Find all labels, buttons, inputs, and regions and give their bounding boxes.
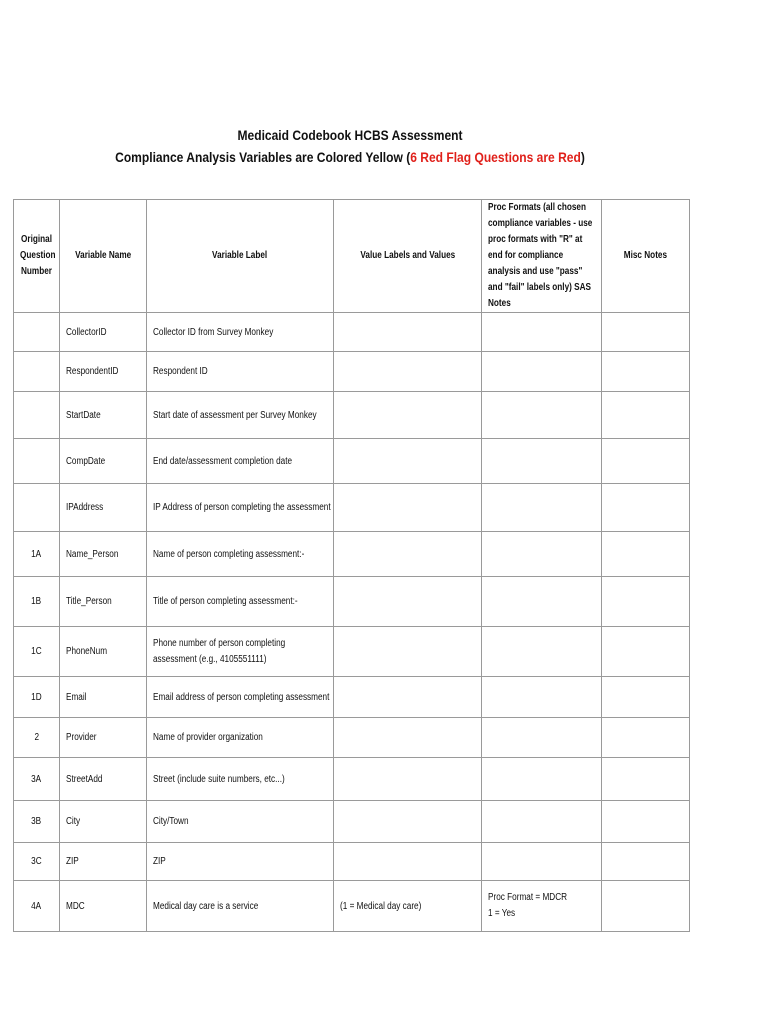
variable-label-cell: Name of person completing assessment:- — [147, 532, 334, 577]
value-labels-cell — [334, 313, 482, 352]
variable-label-cell: End date/assessment completion date — [147, 439, 334, 484]
table-row — [14, 577, 690, 627]
misc-notes-cell — [602, 801, 690, 843]
title-line-2 — [49, 146, 651, 168]
variable-label-cell: IP Address of person completing the assessment — [147, 484, 334, 532]
header-question-number: Original Question Number — [14, 200, 60, 313]
misc-notes-cell — [602, 439, 690, 484]
misc-notes-cell — [602, 484, 690, 532]
value-labels-cell — [334, 843, 482, 881]
variable-name-cell: RespondentID — [60, 352, 147, 392]
title-line-2-prefix: Compliance Analysis Variables are Colored Yellow ( — [115, 149, 411, 165]
proc-formats-cell — [482, 352, 602, 392]
variable-name-cell: IPAddress — [60, 484, 147, 532]
misc-notes-cell — [602, 718, 690, 758]
misc-notes-cell — [602, 627, 690, 677]
question-number-cell: 1C — [14, 627, 60, 677]
proc-format-line: Proc Format = MDCR — [488, 892, 568, 903]
variable-label-cell: Collector ID from Survey Monkey — [147, 313, 334, 352]
table-row — [14, 801, 690, 843]
proc-formats-cell — [482, 627, 602, 677]
header-proc-formats: Proc Formats (all chosen compliance variables - use proc formats with "R" at end for compliance analysis and use "pass" and "fail" labels only) SAS Notes — [482, 200, 602, 313]
table-row — [14, 627, 690, 677]
misc-notes-cell — [602, 843, 690, 881]
question-number-cell: 3C — [14, 843, 60, 881]
variable-label-cell: Phone number of person completing assessment (e.g., 4105551111) — [147, 627, 334, 677]
red-flag-note: 6 Red Flag Questions are Red — [410, 149, 581, 165]
variable-name-cell: ZIP — [60, 843, 147, 881]
value-labels-cell: (1 = Medical day care) — [334, 881, 482, 932]
table-row — [14, 352, 690, 392]
proc-formats-cell — [482, 758, 602, 801]
variable-label-cell: Title of person completing assessment:- — [147, 577, 334, 627]
value-labels-cell — [334, 392, 482, 439]
proc-formats-cell — [482, 677, 602, 718]
table-row — [14, 718, 690, 758]
value-labels-cell — [334, 677, 482, 718]
value-labels-cell — [334, 801, 482, 843]
header-variable-name: Variable Name — [60, 200, 147, 313]
table-row — [14, 439, 690, 484]
table-row — [14, 313, 690, 352]
header-misc-notes: Misc Notes — [602, 200, 690, 313]
header-row — [14, 200, 690, 313]
variable-label-cell: Street (include suite numbers, etc...) — [147, 758, 334, 801]
value-labels-cell — [334, 352, 482, 392]
question-number-cell: 1A — [14, 532, 60, 577]
table-row — [14, 392, 690, 439]
table-row — [14, 758, 690, 801]
table-row — [14, 677, 690, 718]
header-variable-label: Variable Label — [147, 200, 334, 313]
variable-label-cell: Respondent ID — [147, 352, 334, 392]
misc-notes-cell — [602, 758, 690, 801]
proc-formats-cell — [482, 881, 602, 932]
value-labels-cell — [334, 627, 482, 677]
variable-name-cell: PhoneNum — [60, 627, 147, 677]
variable-name-cell: Provider — [60, 718, 147, 758]
table-row — [14, 843, 690, 881]
value-labels-cell — [334, 758, 482, 801]
misc-notes-cell — [602, 352, 690, 392]
variable-label-cell: City/Town — [147, 801, 334, 843]
variable-name-cell: StartDate — [60, 392, 147, 439]
table-row — [14, 484, 690, 532]
question-number-cell — [14, 439, 60, 484]
question-number-cell — [14, 313, 60, 352]
question-number-cell: 2 — [14, 718, 60, 758]
variable-name-cell: Email — [60, 677, 147, 718]
title-line-1: Medicaid Codebook HCBS Assessment — [237, 127, 463, 143]
misc-notes-cell — [602, 532, 690, 577]
value-labels-cell — [334, 577, 482, 627]
variable-name-cell: CompDate — [60, 439, 147, 484]
proc-formats-cell — [482, 577, 602, 627]
question-number-cell: 1B — [14, 577, 60, 627]
misc-notes-cell — [602, 881, 690, 932]
value-labels-cell — [334, 718, 482, 758]
question-number-cell: 4A — [14, 881, 60, 932]
question-number-cell: 3B — [14, 801, 60, 843]
document-title — [49, 124, 651, 168]
question-number-cell — [14, 392, 60, 439]
variable-name-cell: City — [60, 801, 147, 843]
proc-formats-cell — [482, 439, 602, 484]
misc-notes-cell — [602, 677, 690, 718]
misc-notes-cell — [602, 577, 690, 627]
variable-name-cell: CollectorID — [60, 313, 147, 352]
proc-formats-cell — [482, 532, 602, 577]
proc-formats-cell — [482, 801, 602, 843]
variable-label-cell: Name of provider organization — [147, 718, 334, 758]
value-labels-cell — [334, 532, 482, 577]
variable-name-cell: MDC — [60, 881, 147, 932]
value-labels-cell — [334, 439, 482, 484]
proc-formats-cell — [482, 313, 602, 352]
header-value-labels: Value Labels and Values — [334, 200, 482, 313]
proc-formats-cell — [482, 484, 602, 532]
question-number-cell: 3A — [14, 758, 60, 801]
variable-label-cell: Start date of assessment per Survey Monkey — [147, 392, 334, 439]
question-number-cell — [14, 484, 60, 532]
table-row — [14, 532, 690, 577]
question-number-cell: 1D — [14, 677, 60, 718]
value-labels-cell — [334, 484, 482, 532]
misc-notes-cell — [602, 392, 690, 439]
table-row — [14, 881, 690, 932]
misc-notes-cell — [602, 313, 690, 352]
codebook-table — [13, 199, 690, 932]
variable-name-cell: Name_Person — [60, 532, 147, 577]
proc-format-value-line: 1 = Yes — [488, 908, 516, 919]
proc-formats-cell — [482, 392, 602, 439]
question-number-cell — [14, 352, 60, 392]
title-line-2-suffix: ) — [580, 149, 585, 165]
proc-formats-cell — [482, 718, 602, 758]
variable-label-cell: ZIP — [147, 843, 334, 881]
variable-name-cell: Title_Person — [60, 577, 147, 627]
proc-formats-cell — [482, 843, 602, 881]
variable-name-cell: StreetAdd — [60, 758, 147, 801]
variable-label-cell: Medical day care is a service — [147, 881, 334, 932]
variable-label-cell: Email address of person completing assessment — [147, 677, 334, 718]
